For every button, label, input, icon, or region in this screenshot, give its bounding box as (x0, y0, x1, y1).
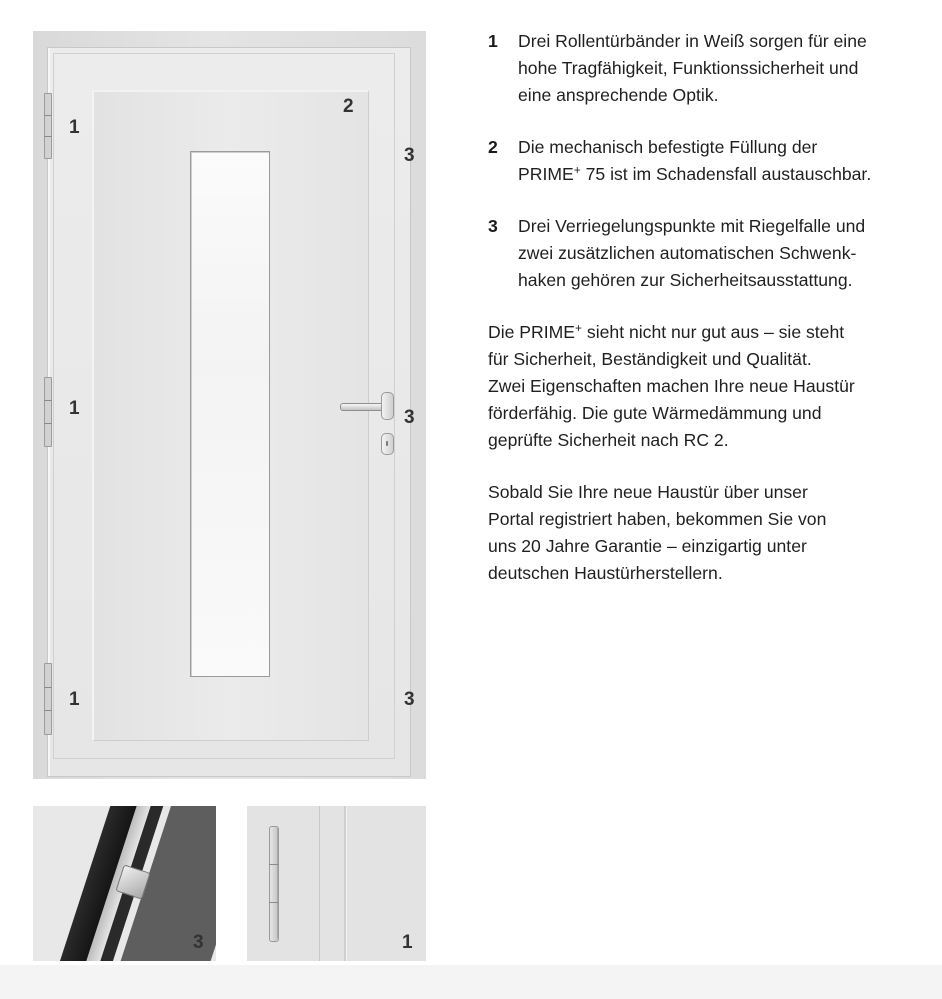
paragraph-line-rest: sieht nicht nur gut aus – sie steht (582, 322, 845, 342)
callout-hinge-detail: 1 (402, 932, 413, 953)
hinge-bottom-icon (44, 663, 52, 735)
callout-hinge-bottom: 1 (69, 689, 80, 710)
feature-line (518, 161, 928, 188)
feature-line: haken gehören zur Sicherheitsausstattung. (518, 270, 853, 290)
feature-item-3 (488, 213, 928, 294)
product-plus: + (573, 163, 581, 177)
product-name: Die PRIME (488, 322, 576, 342)
feature-number: 2 (488, 137, 498, 157)
page-footer-band (0, 965, 942, 999)
feature-line: Drei Rollentürbänder in Weiß sorgen für eine (518, 31, 867, 51)
door-photo (33, 31, 426, 779)
paragraph-line: Sobald Sie Ihre neue Haustür über unser (488, 482, 808, 502)
feature-line: hohe Tragfähigkeit, Funktionssicherheit und (518, 58, 859, 78)
hinge-top-icon (44, 93, 52, 159)
paragraph-line: geprüfte Sicherheit nach RC 2. (488, 430, 729, 450)
callout-panel: 2 (343, 96, 354, 117)
feature-line: Drei Verriegelungspunkte mit Riegelfalle und (518, 216, 866, 236)
product-plus: + (575, 321, 583, 335)
paragraph-line (488, 319, 928, 346)
feature-line: Die mechanisch befestigte Füllung der (518, 137, 818, 157)
paragraph-line: deutschen Haustürherstellern. (488, 563, 723, 583)
feature-number: 1 (488, 31, 498, 51)
paragraph-line: uns 20 Jahre Garantie – einzigartig unter (488, 536, 807, 556)
intro-paragraph (488, 319, 928, 454)
paragraph-line: für Sicherheit, Beständigkeit und Qualität. (488, 349, 812, 369)
paragraph-line: förderfähig. Die gute Wärmedämmung und (488, 403, 822, 423)
callout-hinge-top: 1 (69, 117, 80, 138)
product-name: PRIME (518, 164, 574, 184)
feature-item-2 (488, 134, 928, 188)
feature-line: zwei zusätzlichen automatischen Schwenk- (518, 243, 857, 263)
paragraph-line: Zwei Eigenschaften machen Ihre neue Haustür (488, 376, 855, 396)
feature-line: eine ansprechende Optik. (518, 85, 719, 105)
callout-lock-top: 3 (404, 145, 415, 166)
lock-detail-photo (33, 806, 216, 961)
hinge-middle-icon (44, 377, 52, 447)
description-text (488, 28, 928, 612)
warranty-paragraph (488, 479, 928, 587)
lock-cylinder-icon (381, 433, 394, 455)
door-glass-pane (190, 151, 270, 677)
hinge-detail-photo (247, 806, 426, 961)
callout-lock-detail: 3 (193, 932, 204, 953)
feature-number: 3 (488, 216, 498, 236)
callout-lock-middle: 3 (404, 407, 415, 428)
feature-item-1 (488, 28, 928, 109)
feature-line-rest: 75 ist im Schadensfall austauschbar. (580, 164, 872, 184)
handle-rose-icon (381, 392, 394, 420)
paragraph-line: Portal registriert haben, bekommen Sie von (488, 509, 827, 529)
callout-hinge-middle: 1 (69, 398, 80, 419)
callout-lock-bottom: 3 (404, 689, 415, 710)
